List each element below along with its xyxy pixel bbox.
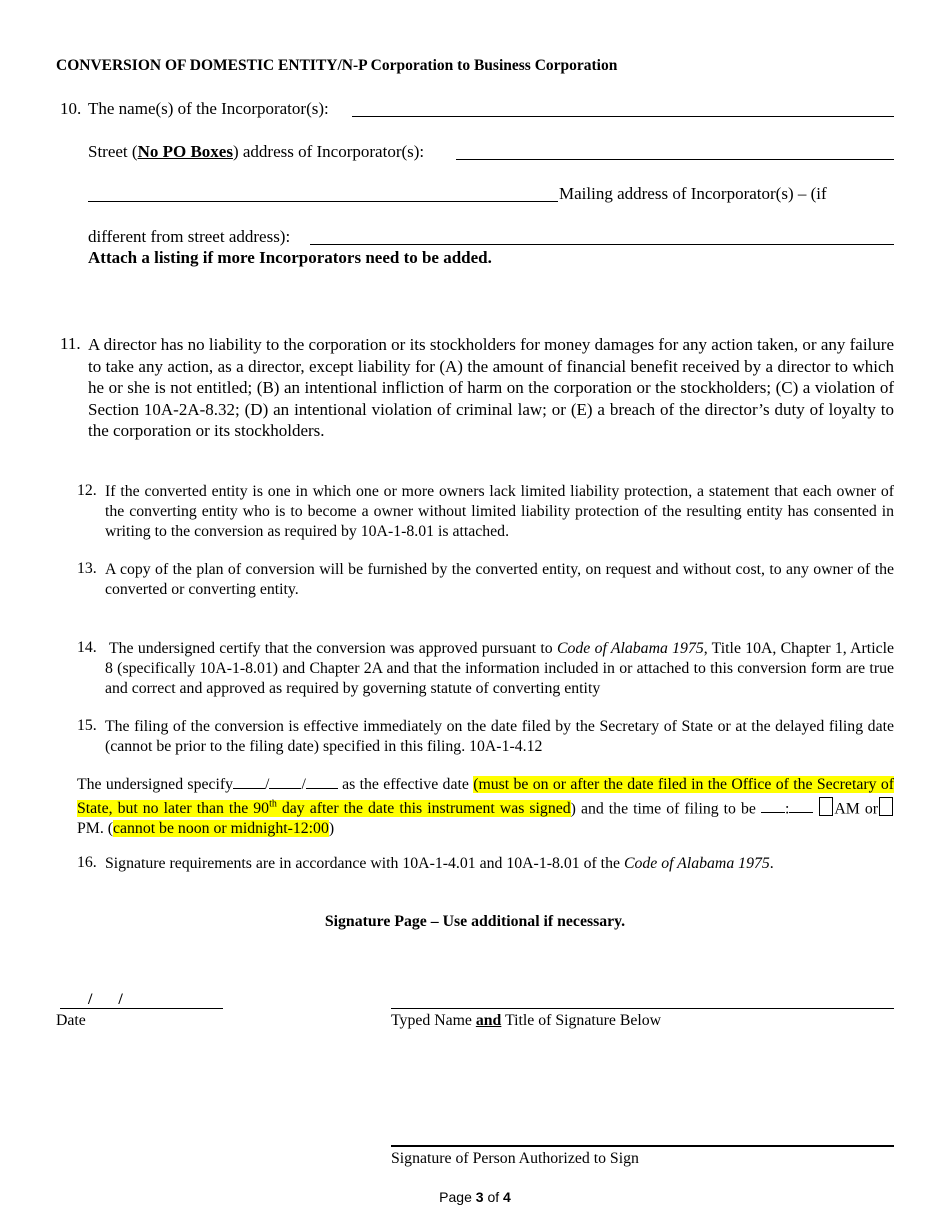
item-16-number: 16. [77,854,97,871]
incorporator-names-field[interactable] [352,116,894,117]
pm-checkbox[interactable] [879,797,893,816]
typed-name-label [391,1012,661,1030]
hl1-text-a: (must be on or after the date filed in the Office of the Secretary of State, but no later than the 90 [77,776,894,818]
typed-name-suffix: Title of Signature Below [501,1012,662,1029]
no-po-boxes-emphasis: No PO Boxes [137,142,233,161]
page-number [0,1189,950,1205]
street-address-field[interactable] [456,159,894,160]
date-slashes: / / [88,991,123,1008]
authorized-signature-label: Signature of Person Authorized to Sign [391,1150,639,1167]
mailing-address-label: Mailing address of Incorporator(s) – (if [559,184,827,203]
code-of-alabama-ref: Code of Alabama 1975 [556,640,704,657]
effective-highlight-2: cannot be noon or midnight-12:00 [113,820,329,838]
effective-time-text: ) and the time of filing to be [570,800,756,818]
item-16-text-b: . [769,855,774,872]
effective-day-field[interactable] [269,776,301,789]
hl1-sup: th [269,799,277,810]
item-16-text [105,854,894,874]
street-address-label [88,142,424,162]
item-14-number: 14. [77,639,97,656]
item-13-number: 13. [77,560,97,577]
effective-date-paragraph [77,775,894,839]
typed-name-prefix: Typed Name [391,1012,476,1029]
date-label: Date [56,1012,86,1029]
typed-name-and: and [475,1012,502,1029]
street-prefix: Street ( [88,142,138,161]
date-slash-2: / [301,776,306,793]
code-of-alabama-ref-16: Code of Alabama 1975 [623,855,770,872]
effective-month-field[interactable] [233,776,265,789]
item-16-text-a: Signature requirements are in accordance with 10A-1-4.01 and 10A-1-8.01 of the [105,855,624,872]
am-label: AM or [834,800,879,818]
hl1-text-b: day after the date this instrument was signed [276,800,571,818]
signature-heading: Signature Page – Use additional if necessary. [324,913,626,930]
mailing-address-field[interactable] [310,244,894,245]
item-12-text: If the converted entity is one in which one or more owners lack limited liability protection, a statement that each owner of the converting entity who is to become a owner without limited liability protection of the resulting entity has consented in writing to the conversion as required by 10A-1-8.01 is attached. [105,483,894,540]
close-paren: ) [328,820,335,838]
am-checkbox[interactable] [819,797,833,816]
street-address-field-line2[interactable] [88,201,558,202]
document-title: CONVERSION OF DOMESTIC ENTITY/N-P Corporation to Business Corporation [56,57,618,74]
street-suffix: ) address of Incorporator(s): [232,142,425,161]
effective-prefix: The undersigned specify [77,776,234,793]
effective-minute-field[interactable] [789,800,813,813]
item-11-text: A director has no liability to the corporation or its stockholders for money damages for any action taken, or any failure to take any action, as a director, except liability for (A) the amount of financial benefit received by a director to which he or she is not entitled; (B) an intentional infliction of harm on the corporation or the stockholders; (C) a violation of Section 10A-2A-8.32; (D) an intentional violation of criminal law; or (E) a breach of the director’s duty of loyalty to the corporation or its stockholders. [88,335,894,440]
effective-year-field[interactable] [306,776,338,789]
item-11-number: 11. [60,334,81,353]
item-13-text: A copy of the plan of conversion will be furnished by the converted entity, on request and without cost, to any owner of the converted or converting entity. [105,561,894,598]
pm-label: PM. ( [77,820,113,838]
page-total: 4 [503,1189,511,1205]
incorporator-names-label: The name(s) of the Incorporator(s): [88,99,329,118]
item-12-number: 12. [77,482,97,499]
page-current: 3 [475,1189,484,1205]
effective-as-date: as the effective date [337,776,474,793]
signature-field[interactable] [391,1145,894,1147]
typed-name-field[interactable] [391,1008,894,1009]
page-of: of [483,1189,504,1205]
effective-hour-field[interactable] [761,800,785,813]
page-prefix: Page [439,1189,476,1205]
item-15-text: The filing of the conversion is effective immediately on the date filed by the Secretary of State or at the delayed filing date (cannot be prior to the filing date) specified in this filing. 10A-1-4.12 [105,718,894,755]
item-10-number: 10. [60,99,82,118]
item-15-number: 15. [77,717,97,734]
item-14-text-a: The undersigned certify that the conversion was approved pursuant to [109,640,557,657]
item-14-text [105,639,894,699]
time-colon: : [784,800,790,818]
attach-listing-note: Attach a listing if more Incorporators need to be added. [88,248,492,267]
date-slash-1: / [265,776,270,793]
date-field[interactable] [60,1008,223,1009]
different-address-label: different from street address): [88,227,291,246]
item-14-text-b: , Title 10A, Chapter 1, Article 8 (specifically 10A-1-8.01) and Chapter 2A and that the information included in or attached to this conversion form are true and correct and approved as required by governing statute of converting entity [105,640,895,697]
